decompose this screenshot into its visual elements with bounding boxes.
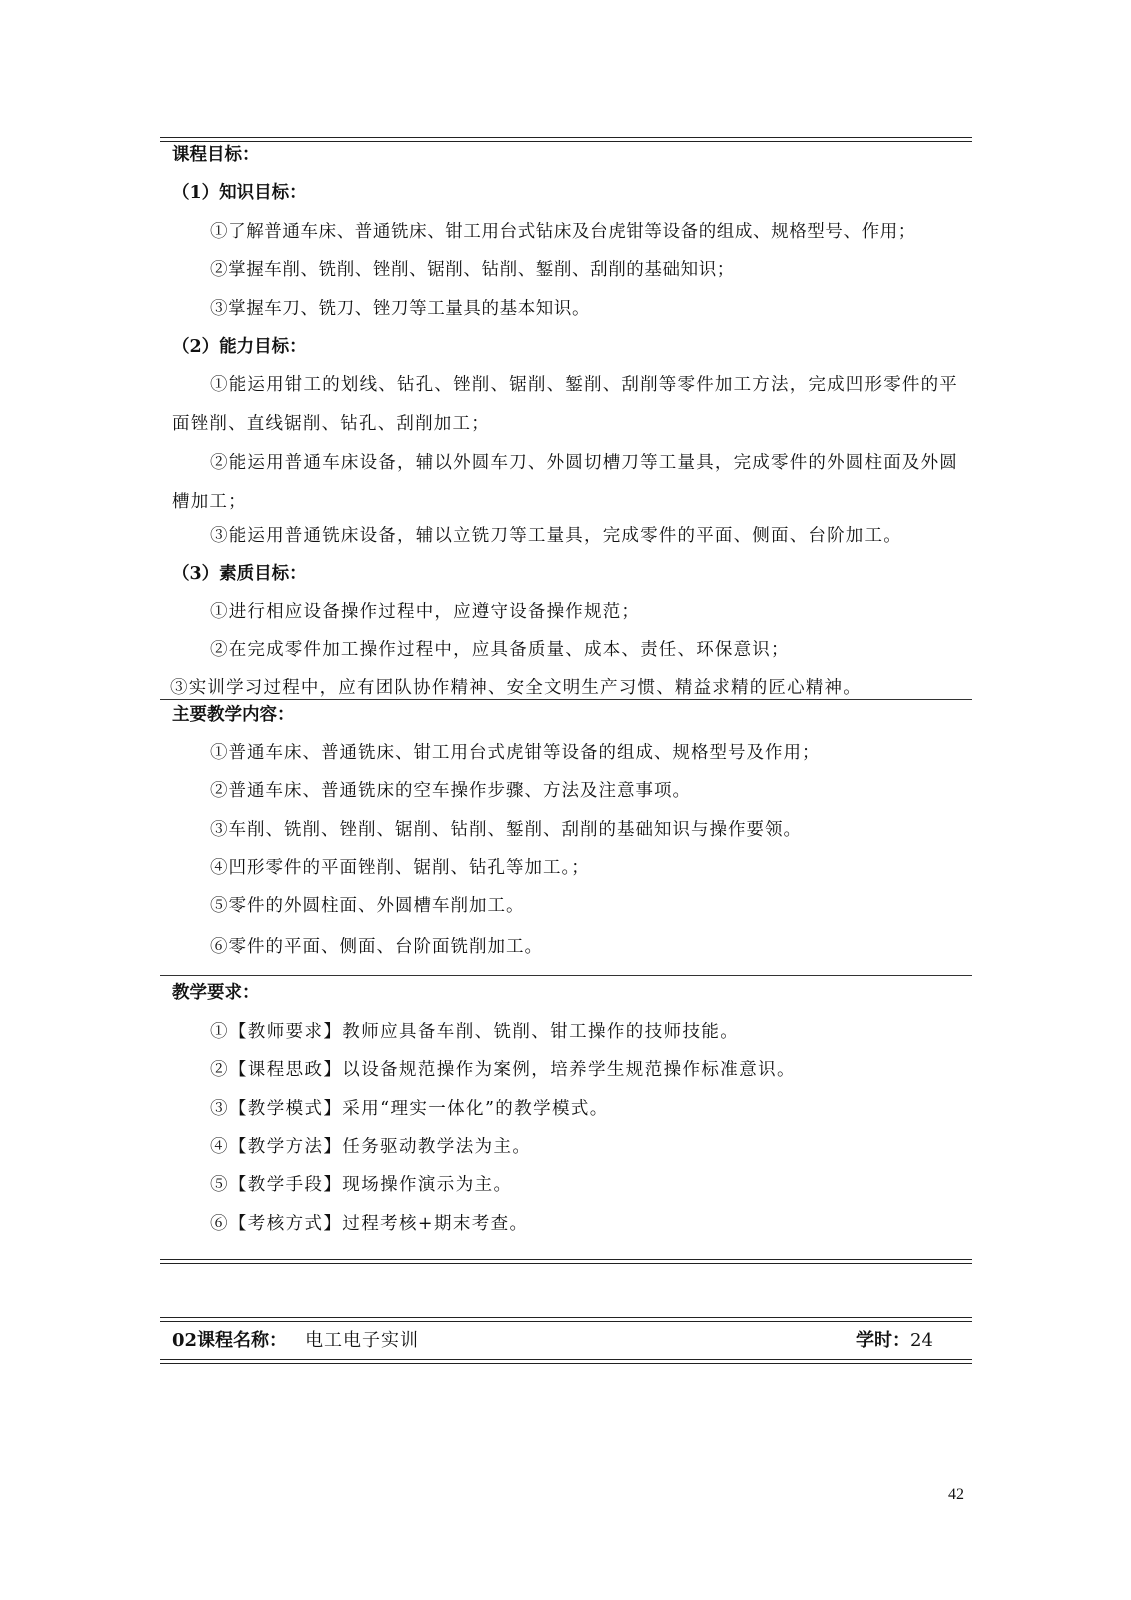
knowledge-goal-item: ①了解普通车床、普通铣床、钳工用台式钻床及台虎钳等设备的组成、规格型号、作用；: [210, 222, 916, 242]
knowledge-goals-heading: （1）知识目标：: [172, 183, 307, 203]
requirement-item: ②【课程思政】以设备规范操作为案例，培养学生规范操作标准意识。: [210, 1060, 796, 1080]
table-bottom-rule: [160, 1259, 972, 1264]
course-name-value: 电工电子实训: [305, 1330, 420, 1351]
section-divider: [160, 699, 972, 700]
ability-goal-item: ②能运用普通车床设备，辅以外圆车刀、外圆切槽刀等工量具，完成零件的外圆柱面及外圆槽加工；: [172, 453, 958, 512]
content-item: ③车削、铣削、锉削、锯削、钻削、錾削、刮削的基础知识与操作要领。: [210, 820, 802, 840]
course-name-label: 02课程名称：: [172, 1330, 288, 1351]
hours-label: 学时：: [856, 1330, 910, 1351]
top-double-rule: [160, 137, 972, 142]
requirements-heading: 教学要求：: [172, 983, 260, 1003]
next-course-name: [172, 1326, 419, 1352]
page-number: 42: [948, 1486, 964, 1503]
next-course-top-rule: [160, 1317, 972, 1322]
next-course-hours: [856, 1326, 933, 1352]
quality-goal-item: ①进行相应设备操作过程中，应遵守设备操作规范；: [210, 602, 641, 622]
requirement-item: ①【教师要求】教师应具备车削、铣削、钳工操作的技师技能。: [210, 1022, 740, 1042]
ability-goals-heading: （2）能力目标：: [172, 337, 307, 357]
quality-goal-item: ③实训学习过程中，应有团队协作精神、安全文明生产习惯、精益求精的匠心精神。: [170, 678, 862, 698]
ability-goal-item: ③能运用普通铣床设备，辅以立铣刀等工量具，完成零件的平面、侧面、台阶加工。: [210, 526, 902, 546]
requirement-item: ③【教学模式】采用“理实一体化”的教学模式。: [210, 1099, 609, 1119]
content-heading: 主要教学内容：: [172, 705, 295, 725]
content-item: ⑥零件的平面、侧面、台阶面铣削加工。: [210, 937, 543, 957]
next-course-bottom-rule: [160, 1359, 972, 1364]
hours-value: 24: [910, 1330, 933, 1351]
objectives-heading: 课程目标：: [172, 145, 260, 165]
ability-goal-item: ①能运用钳工的划线、钻孔、锉削、锯削、錾削、刮削等零件加工方法，完成凹形零件的平面锉削、直线锯削、钻孔、刮削加工；: [172, 375, 958, 434]
requirement-item: ④【教学方法】任务驱动教学法为主。: [210, 1137, 532, 1157]
content-item: ④凹形零件的平面锉削、锯削、钻孔等加工。；: [210, 858, 590, 878]
requirement-item: ⑥【考核方式】过程考核+期末考查。: [210, 1214, 529, 1234]
quality-goals-heading: （3）素质目标：: [172, 564, 307, 584]
quality-goal-item: ②在完成零件加工操作过程中，应具备质量、成本、责任、环保意识；: [210, 640, 790, 660]
knowledge-goal-item: ③掌握车刀、铣刀、锉刀等工量具的基本知识。: [210, 299, 591, 319]
knowledge-goal-item: ②掌握车削、铣削、锉削、锯削、钻削、錾削、刮削的基础知识；: [210, 260, 735, 280]
section-divider: [160, 975, 972, 976]
content-item: ①普通车床、普通铣床、钳工用台式虎钳等设备的组成、规格型号及作用；: [210, 743, 821, 763]
requirement-item: ⑤【教学手段】现场操作演示为主。: [210, 1175, 513, 1195]
content-item: ②普通车床、普通铣床的空车操作步骤、方法及注意事项。: [210, 781, 691, 801]
content-item: ⑤零件的外圆柱面、外圆槽车削加工。: [210, 896, 525, 916]
